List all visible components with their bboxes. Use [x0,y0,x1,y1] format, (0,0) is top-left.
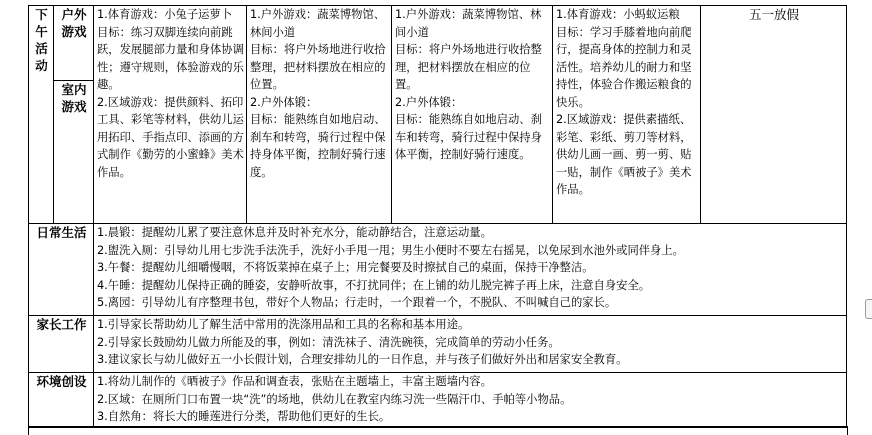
parents-work-cell [94,316,847,373]
parents-work-item: 3.建议家长与幼儿做好五一小长假计划，合理安排幼儿的一日作息，并与孩子们做好外出和居家安全教育。 [97,353,628,366]
parents-row [29,316,847,373]
daily-life-row [29,224,847,316]
day1-afternoon-text: 1.体育游戏：小兔子运萝卜 目标：练习双脚连续向前跳跃，发展腿部力量和身体协调性；遵守规则，体验游戏的乐趣。 2.区域游戏：提供颜料、拓印工具、彩笔等材料，供幼儿运用拓印、手指点印、添画的方式制作《勤劳的小蜜蜂》美术作品。 [97,8,244,179]
holiday-cell [701,6,847,224]
parents-work-item: 2.引导家长鼓励幼儿做力所能及的事，例如：清洗袜子、清洗碗筷，完成简单的劳动小任务。 [97,335,560,349]
day4-afternoon-text: 1.体育游戏：小蚂蚁运粮 目标：学习手膝着地向前爬行，提高身体的控制力和灵活性。培养幼儿的耐力和坚持性，体验合作搬运粮食的快乐。 2.区域游戏：提供素描纸、彩笔、彩纸、剪刀等材料，供幼儿画一画、剪一剪、贴一贴，制作《晒被子》美术作品。 [556,8,692,196]
schedule-table [28,5,847,428]
scroll-tab-marker[interactable] [865,299,872,319]
daily-life-item: 2.盥洗入厕：引导幼儿用七步洗手法洗手，洗好小手甩一甩；男生小便时不要左右摇晃，以免尿到水池外或同伴身上。 [97,243,684,257]
day4-afternoon-cell [553,6,701,224]
environment-row [29,373,847,428]
daily-life-item: 5.离园：引导幼儿有序整理书包，带好个人物品；行走时，一个跟着一个，不脱队、不叫喊自己的家长。 [97,296,617,309]
daily-life-header: 日常生活 [29,224,94,316]
environment-item: 1.将幼儿制作的《晒被子》作品和调查表，张贴在主题墙上，丰富主题墙内容。 [97,375,492,388]
outdoor-game-header [54,6,94,81]
environment-item: 2.区域：在厕所门口布置一块“洗”的场地，供幼儿在教室内练习洗一些隔汗巾、手帕等小物品。 [97,392,572,406]
afternoon-outdoor-row [29,6,847,81]
day2-afternoon-text: 1.户外游戏：蔬菜博物馆、林间小道 目标：将户外场地进行收拾整理，把材料摆放在相应的位置。 2.户外体锻： 目标：能熟练自如地启动、刹车和转弯，骑行过程中保持身体平衡，控制好骑行速度。 [250,8,386,179]
daily-life-cell [94,224,847,316]
environment-header: 环境创设 [29,373,94,428]
daily-life-item: 4.午睡：提醒幼儿保持正确的睡姿，安静听故事，不打扰同伴；在上铺的幼儿脱完裤子再上床，注意自身安全。 [97,278,651,292]
next-row-fragment [28,426,848,435]
indoor-game-header [54,81,94,224]
parents-work-item: 1.引导家长帮助幼儿了解生活中常用的洗涤用品和工具的名称和基本用途。 [97,318,470,331]
day1-afternoon-cell [94,6,247,224]
holiday-label: 五一放假 [748,7,799,22]
environment-cell [94,373,847,428]
afternoon-activity-header [29,6,54,224]
indoor-game-label: 室内游戏 [61,82,87,114]
day2-afternoon-cell [247,6,392,224]
daily-life-item: 3.午餐：提醒幼儿细嚼慢咽，不将饭菜掉在桌子上；用完餐要及时擦拭自己的桌面，保持干净整洁。 [97,261,594,274]
parents-work-header: 家长工作 [29,316,94,373]
day3-afternoon-cell [392,6,553,224]
environment-item: 3.自然角：将长大的睡莲进行分类，帮助他们更好的生长。 [97,410,391,423]
afternoon-activity-label: 下午活动 [35,7,48,73]
day3-afternoon-text: 1.户外游戏：蔬菜博物馆、林间小道 目标：将户外场地进行收拾整理，把材料摆放在相应的位置。 2.户外体锻： 目标：能熟练自如地启动、刹车和转弯，骑行过程中保持身体平衡，控制好骑行速度。 [395,8,542,161]
outdoor-game-label: 户外游戏 [61,7,87,39]
daily-life-item: 1.晨锻：提醒幼儿累了要注意休息并及时补充水分，能动静结合，注意运动量。 [97,226,492,239]
